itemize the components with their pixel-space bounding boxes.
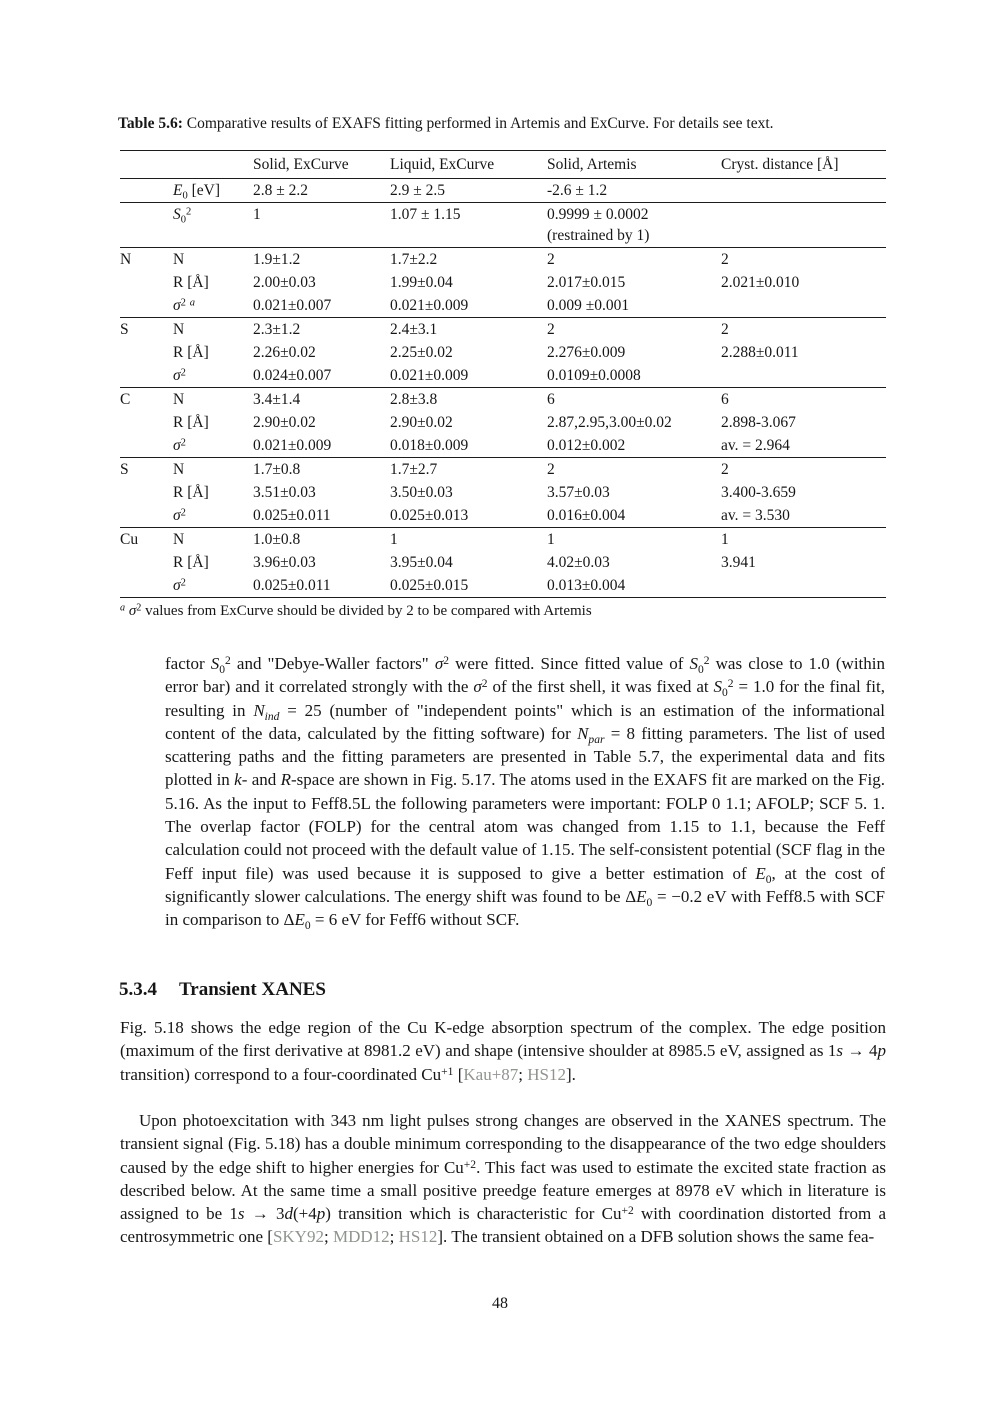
table-cell bbox=[721, 203, 886, 248]
table-cell: $\sigma^2$ bbox=[173, 437, 186, 454]
citation-link[interactable]: HS12 bbox=[398, 1227, 438, 1247]
table-cell bbox=[120, 411, 173, 434]
table-cell: 1 bbox=[390, 528, 547, 552]
table-row bbox=[120, 179, 886, 203]
table-cell: 3.95±0.04 bbox=[390, 554, 453, 571]
paragraph-xanes-edge: Fig. 5.18 shows the edge region of the Cu K-edge absorption spectrum of the complex. The edge position (maximum of the first derivative at 8981.2 eV) and shape (intensive shoulder at 8985.5 eV, assigned as 1s → 4p transition) correspond to a four-coordinated $Cu^{+1}$ [Kau+87; HS12]. bbox=[120, 1018, 886, 1084]
table-row bbox=[120, 294, 886, 318]
table-cell bbox=[120, 341, 173, 364]
table-cell: 1.7±2.2 bbox=[390, 248, 547, 272]
table-cell: R [Å] bbox=[173, 344, 209, 361]
table-cell: S bbox=[120, 458, 173, 482]
table-row bbox=[120, 411, 886, 434]
table-cell bbox=[721, 294, 886, 318]
table-cell: 3.51±0.03 bbox=[253, 484, 316, 501]
table-cell: 2.017±0.015 bbox=[547, 274, 626, 291]
table-cell bbox=[120, 574, 173, 598]
table-cell: 4.02±0.03 bbox=[547, 554, 610, 571]
table-block bbox=[120, 150, 886, 621]
table-row bbox=[120, 364, 886, 388]
table-cell: 1.7±0.8 bbox=[253, 458, 390, 482]
table-cell: 1.07 ± 1.15 bbox=[390, 203, 547, 248]
table-row bbox=[120, 434, 886, 458]
table-cell: 0.009 ±0.001 bbox=[547, 297, 630, 314]
table-cell: 0.018±0.009 bbox=[390, 437, 469, 454]
table-caption-text: Comparative results of EXAFS fitting performed in Artemis and ExCurve. For details see text. bbox=[186, 115, 774, 132]
table-caption bbox=[118, 114, 888, 134]
table-cell bbox=[120, 179, 173, 203]
table-cell: 1.0±0.8 bbox=[253, 528, 390, 552]
section-heading bbox=[119, 979, 326, 1001]
table-row bbox=[120, 271, 886, 294]
table-cell bbox=[721, 179, 886, 203]
table-cell: 6 bbox=[547, 388, 721, 412]
table-cell: 0.025±0.015 bbox=[390, 574, 547, 598]
table-row bbox=[120, 388, 886, 412]
table-header-cell bbox=[120, 151, 173, 179]
table-cell bbox=[120, 481, 173, 504]
table-cell: 2 bbox=[721, 318, 886, 342]
citation-link[interactable]: SKY92 bbox=[272, 1227, 324, 1247]
table-cell: 0.021±0.009 bbox=[253, 437, 332, 454]
table-cell: 0.9999 ± 0.0002 (restrained by 1) bbox=[547, 203, 721, 248]
table-cell: 2 bbox=[547, 458, 721, 482]
table-cell: 2.4±3.1 bbox=[390, 318, 547, 342]
table-cell: $\sigma^2$ bbox=[173, 574, 253, 598]
table-cell: 3.400-3.659 bbox=[721, 484, 796, 501]
table-cell bbox=[120, 203, 173, 248]
citation-link[interactable]: Kau+87 bbox=[463, 1064, 519, 1084]
table-cell: 2.9 ± 2.5 bbox=[390, 179, 547, 203]
table-header-cell: Cryst. distance [Å] bbox=[721, 151, 886, 179]
table-cell: $\sigma^2$ bbox=[173, 507, 186, 524]
table-row bbox=[120, 574, 886, 598]
table-header-row bbox=[120, 151, 886, 179]
table-cell: 0.012±0.002 bbox=[547, 437, 626, 454]
table-cell: 2 bbox=[547, 248, 721, 272]
table-cell: R [Å] bbox=[173, 484, 209, 501]
table-cell: 2.87,2.95,3.00±0.02 bbox=[547, 414, 672, 431]
table-cell bbox=[721, 364, 886, 388]
table-cell: $S_0^2$ bbox=[173, 203, 253, 248]
table-cell: $\sigma^2$ bbox=[173, 367, 186, 384]
table-cell: 2.26±0.02 bbox=[253, 344, 316, 361]
table-cell: $\sigma^2$ $^a$ bbox=[173, 297, 196, 314]
paragraph-exafs-fitting: factor $S_0^2$ and "Debye-Waller factors" $\sigma^2$ were fitted. Since fitted value of $S_0^2$ was close to 1.0 (within error bar) and it correlated strongly with the $\sigma^2$ of the first shell, it was fixed at $S_0^2 = 1.0$ for the final fit, resulting in $N_{ind} = 25$ (number of "independent points" which is an estimation of the informational content of the data, calculated by the fitting software) for $N_{par} = 8$ fitting parameters. The list of used scattering paths and the fitting parameters are presented in Table 5.7, the experimental data and fits plotted in k- and R-space are shown in Fig. 5.17. The atoms used in the EXAFS fit are marked on the Fig. 5.16. As the input to Feff8.5L the following parameters were important: FOLP 0 1.1; AFOLP; SCF 5. 1. The overlap factor (FOLP) for the central atom was changed from 1.15 to 1.1, because the Feff calculation could not proceed with the default value of 1.15. The self-consistent potential (SCF flag in the Feff input file) was used because it is supposed to give a better estimation of $E_0$, at the cost of significantly slower calculations. The energy shift was found to be $\Delta E_0 = -0.2$ eV with Feff8.5 with SCF in comparison to $\Delta E_0 = 6$ eV for Feff6 without SCF. bbox=[165, 653, 886, 933]
table-cell: 0.013±0.004 bbox=[547, 574, 721, 598]
table-cell: av. = 3.530 bbox=[721, 507, 790, 524]
table-row bbox=[120, 551, 886, 574]
table-cell: 3.50±0.03 bbox=[390, 484, 453, 501]
table-header-cell: Solid, ExCurve bbox=[253, 151, 390, 179]
paragraph-xanes-transient: Upon photoexcitation with 343 nm light pulses strong changes are observed in the XANES spectrum. The transient signal (Fig. 5.18) has a double minimum corresponding to the disappearance of the two edge shoulders caused by the edge shift to higher energies for $Cu^{+2}$. This fact was used to estimate the excited state fraction as described below. At the same time a small positive preedge feature emerges at 8978 eV which in literature is assigned to be 1s → 3d(+4p) transition which is characteristic for $Cu^{+2}$ with coordination distorted from a centrosymmetric one [SKY92; MDD12; HS12]. The transient obtained on a DFB solution shows the same fea- bbox=[120, 1111, 886, 1247]
table-cell bbox=[120, 364, 173, 388]
table-cell: 0.025±0.011 bbox=[253, 507, 331, 524]
table-cell: 3.4±1.4 bbox=[253, 388, 390, 412]
table-row bbox=[120, 528, 886, 552]
table-cell: S bbox=[120, 318, 173, 342]
table-row bbox=[120, 203, 886, 248]
table-cell bbox=[120, 551, 173, 574]
table-cell: 1 bbox=[721, 528, 886, 552]
table-cell: R [Å] bbox=[173, 554, 209, 571]
table-cell: 1.99±0.04 bbox=[390, 274, 453, 291]
table-cell: R [Å] bbox=[173, 274, 209, 291]
table-cell: 2.00±0.03 bbox=[253, 274, 316, 291]
citation-link[interactable]: HS12 bbox=[527, 1064, 567, 1084]
table-row bbox=[120, 504, 886, 528]
page-number: 48 bbox=[492, 1295, 508, 1312]
table-caption-label: Table 5.6: bbox=[118, 115, 183, 132]
table-cell: 2.021±0.010 bbox=[721, 274, 800, 291]
table-cell: 3.941 bbox=[721, 554, 756, 571]
table-cell: N bbox=[173, 248, 253, 272]
table-cell: N bbox=[173, 318, 253, 342]
table-cell: 3.96±0.03 bbox=[253, 554, 316, 571]
table-cell: 3.57±0.03 bbox=[547, 484, 610, 501]
table-cell bbox=[120, 271, 173, 294]
table-cell: N bbox=[173, 388, 253, 412]
table-cell: 2 bbox=[547, 318, 721, 342]
table-cell: 2 bbox=[721, 458, 886, 482]
table-cell: 1 bbox=[253, 203, 390, 248]
table-cell: 0.025±0.011 bbox=[253, 574, 390, 598]
table-cell bbox=[120, 504, 173, 528]
table-cell: N bbox=[120, 248, 173, 272]
table-header-cell bbox=[173, 151, 253, 179]
table-cell bbox=[721, 574, 886, 598]
table-row bbox=[120, 458, 886, 482]
table-cell: 0.021±0.009 bbox=[390, 297, 469, 314]
table-cell: N bbox=[173, 528, 253, 552]
table-cell: 1.9±1.2 bbox=[253, 248, 390, 272]
table-cell: Cu bbox=[120, 528, 173, 552]
table-cell: $E_0$ [eV] bbox=[173, 179, 253, 203]
citation-link[interactable]: MDD12 bbox=[332, 1227, 390, 1247]
section-number: 5.3.4 bbox=[119, 979, 157, 1000]
table-cell bbox=[120, 434, 173, 458]
table-cell: 2.90±0.02 bbox=[390, 414, 453, 431]
table-cell: 0.021±0.007 bbox=[253, 297, 332, 314]
table-cell: 0.021±0.009 bbox=[390, 367, 469, 384]
table-cell: 2.898-3.067 bbox=[721, 414, 796, 431]
table-cell: 2.276±0.009 bbox=[547, 344, 626, 361]
exafs-results-table bbox=[120, 150, 886, 598]
table-row bbox=[120, 318, 886, 342]
table-cell: 2.25±0.02 bbox=[390, 344, 453, 361]
table-cell bbox=[120, 294, 173, 318]
table-cell: 2.8 ± 2.2 bbox=[253, 179, 390, 203]
table-cell: 6 bbox=[721, 388, 886, 412]
table-row bbox=[120, 481, 886, 504]
table-cell: 2.288±0.011 bbox=[721, 344, 799, 361]
table-row bbox=[120, 341, 886, 364]
table-header-cell: Solid, Artemis bbox=[547, 151, 721, 179]
table-cell: 2.90±0.02 bbox=[253, 414, 316, 431]
table-cell: 0.0109±0.0008 bbox=[547, 367, 641, 384]
table-footnote: $^a$ $\sigma^2$ values from ExCurve should be divided by 2 to be compared with Artemis bbox=[120, 602, 592, 619]
table-cell: 2.3±1.2 bbox=[253, 318, 390, 342]
table-cell: 1 bbox=[547, 528, 721, 552]
table-cell: av. = 2.964 bbox=[721, 437, 790, 454]
table-cell: R [Å] bbox=[173, 414, 209, 431]
table-cell: 2 bbox=[721, 248, 886, 272]
table-cell: N bbox=[173, 458, 253, 482]
table-header-cell: Liquid, ExCurve bbox=[390, 151, 547, 179]
table-cell: C bbox=[120, 388, 173, 412]
table-cell: 0.016±0.004 bbox=[547, 507, 626, 524]
table-cell: -2.6 ± 1.2 bbox=[547, 179, 721, 203]
table-cell: 1.7±2.7 bbox=[390, 458, 547, 482]
table-row bbox=[120, 248, 886, 272]
section-title: Transient XANES bbox=[179, 979, 326, 1000]
table-cell: 0.025±0.013 bbox=[390, 507, 469, 524]
table-cell: 0.024±0.007 bbox=[253, 367, 332, 384]
table-cell: 2.8±3.8 bbox=[390, 388, 547, 412]
